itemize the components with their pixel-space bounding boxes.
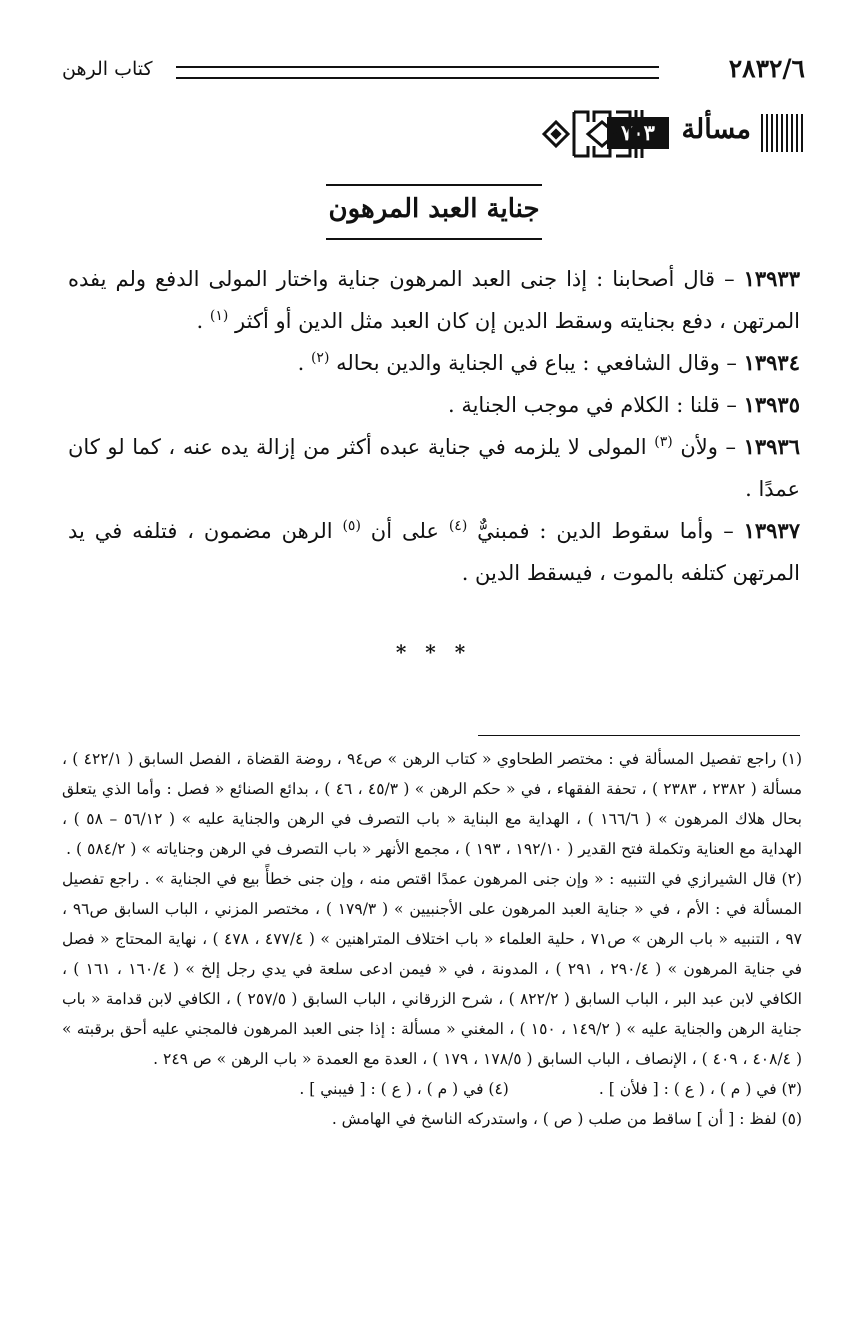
footnote-3: (٣) في ( م ) ، ( ع ) : [ فلأن ] .: [598, 1080, 802, 1098]
body-text: [68, 258, 800, 594]
section-separator: * * *: [395, 640, 472, 664]
paragraph-text: – وقال الشافعي : يباع في الجناية والدين بحاله: [329, 351, 744, 375]
footnote-row-3-4: [62, 1074, 802, 1104]
footnote-ref: (٥): [342, 518, 361, 534]
masala-number: ٧٠٣: [607, 117, 669, 149]
footnote-ref: (٣): [654, 434, 673, 450]
paragraph-text: الرهن مضمون ، فتلفه في يد المرتهن كتلفه بالموت ، فيسقط الدين .: [68, 519, 800, 585]
title-rule-bottom: [326, 238, 542, 240]
paragraph-text: – قال أصحابنا : إذا جنى العبد المرهون جناية واختار المولى الدفع ولم يفده المرتهن ، دفع بجنايته وسقط الدين إن كان العبد مثل الدين أو أكثر: [68, 267, 800, 333]
paragraph-text: .: [297, 351, 311, 375]
footnotes: [62, 744, 802, 1134]
banner-tick-ornament: [761, 114, 805, 152]
footnote-ref: (٢): [310, 350, 330, 366]
footnote-4: (٤) في ( م ) ، ( ع ) : [ فيبني ] .: [299, 1080, 509, 1098]
footnote-ref: (١): [209, 308, 229, 324]
masala-label: مسألة: [681, 114, 751, 145]
paragraph-text: على أن: [360, 519, 449, 543]
paragraph-text: .: [196, 309, 210, 333]
banner-ornament-icon: [540, 104, 648, 164]
paragraph-text: – وأما سقوط الدين : فمبنيٌّ: [467, 519, 744, 543]
footnote-2: (٢) قال الشيرازي في التنبيه : « وإن جنى المرهون عمدًا اقتص منه ، وإن جنى خطأً بيع في الجناية » . راجع تفصيل المسألة في : الأم ، في « جناية العبد المرهون على الأجنبيين » ( ١٧٩/٣ ) ، مختصر المزني ، الباب السابق ص٩٦ ، ٩٧ ، التنبيه « باب الرهن » ص٧١ ، حلية العلماء « باب اختلاف المتراهنين » ( ٤٧٧/٤ ، ٤٧٨ ) ، نهاية المحتاج « فصل في جناية المرهون » ( ٢٩٠/٤ ، ٢٩١ ) ، المدونة ، في « فيمن ادعى سلعة في يدي رجل إلخ » ( ١٦٠/٤ ، ١٦١ ) ، الكافي لابن عبد البر ، الباب السابق ( ٨٢٢/٢ ) ، شرح الزرقاني ، الباب السابق ( ٢٥٧/٥ ) ، الكافي لابن قدامة « باب جناية الرهن والجناية عليه » ( ١٤٩/٢ ، ١٥٠ ) ، المغني « مسألة : إذا جنى العبد المرهون فالمجني عليه أحق برقبته » ( ٤٠٨/٤ ، ٤٠٩ ) ، الإنصاف ، الباب السابق ( ١٧٨/٥ ، ١٧٩ ) ، العدة مع العمدة « باب الرهن » ص ٢٤٩ .: [62, 870, 803, 1068]
paragraph-text: المولى لا يلزمه في جناية عبده أكثر من إزالة يده عنه ، كما لو كان عمدًا .: [68, 435, 800, 501]
paragraph-number: ١٣٩٣٦: [743, 434, 800, 459]
paragraph: [68, 426, 800, 510]
book-title: كتاب الرهن: [62, 58, 153, 80]
running-header: [62, 52, 805, 88]
footnote-rule: [478, 735, 800, 736]
paragraph-number: ١٣٩٣٥: [743, 392, 800, 417]
paragraph: [68, 510, 800, 594]
chapter-title: جناية العبد المرهون: [328, 194, 540, 224]
page-number: ٢٨٣٢/٦: [728, 54, 805, 83]
paragraph: [68, 258, 800, 342]
paragraph-text: – ولأن: [672, 435, 744, 459]
paragraph: [68, 342, 800, 384]
paragraph: [68, 384, 800, 426]
footnote-5: (٥) لفظ : [ أن ] ساقط من صلب ( ص ) ، واستدركه الناسخ في الهامش .: [331, 1110, 802, 1128]
header-double-rule: [176, 66, 659, 79]
footnote-1: (١) راجع تفصيل المسألة في : مختصر الطحاوي « كتاب الرهن » ص٩٤ ، روضة القضاة ، الفصل السابق ( ٤٢٢/١ ) ، مسألة ( ٢٣٨٢ ، ٢٣٨٣ ) ، تحفة الفقهاء ، في « حكم الرهن » ( ٤٥/٣ ، ٤٦ ) ، بدائع الصنائع « فصل : وأما الذي يتعلق بحال هلاك المرهون » ( ١٦٦/٦ ) ، الهداية مع البناية « باب التصرف في الرهن والجناية عليه » ( ٥٦/١٢ – ٥٨ ) ، الهداية مع العناية وتكملة فتح القدير ( ١٩٢/١٠ ، ١٩٣ ) ، مجمع الأنهر « باب التصرف في الرهن وجناياته » ( ٥٨٤/٢ ) .: [62, 750, 803, 858]
footnote-ref: (٤): [448, 518, 468, 534]
paragraph-number: ١٣٩٣٧: [743, 518, 800, 543]
title-rule-top: [326, 184, 542, 186]
paragraph-number: ١٣٩٣٤: [743, 350, 800, 375]
paragraph-text: – قلنا : الكلام في موجب الجناية .: [447, 393, 744, 417]
paragraph-number: ١٣٩٣٣: [743, 266, 800, 291]
